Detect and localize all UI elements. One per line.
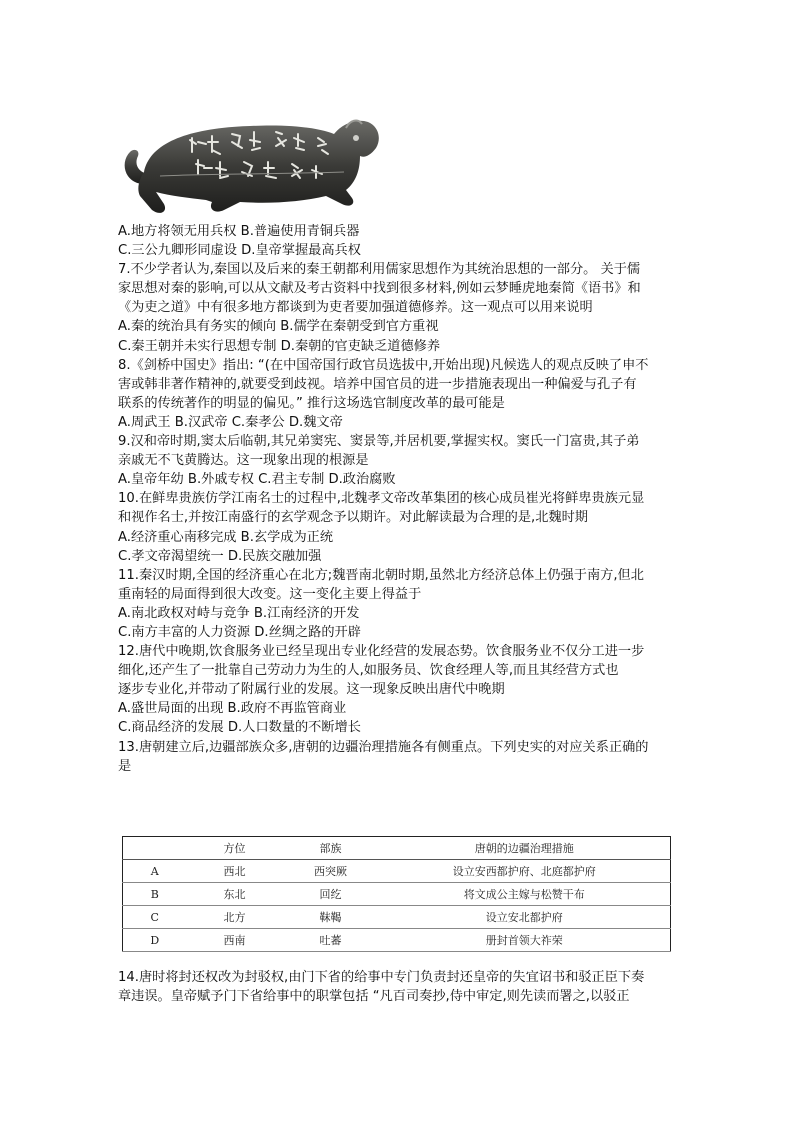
q12-options-line: A.盛世局面的出现 B.政府不再监管商业 <box>118 701 347 717</box>
q7-stem-line: 《为吏之道》中有很多地方都谈到为吏者要加强道德修养。这一观点可以用来说明 <box>118 300 593 316</box>
q9-stem-line: 亲戚无不飞黄腾达。这一现象出现的根源是 <box>118 453 369 469</box>
q8-stem-line: 联系的传统著作的明显的偏见。” 推行这场选官制度改革的最可能是 <box>118 395 505 411</box>
table-header-cell: 方位 <box>187 837 283 860</box>
table-cell: 吐蕃 <box>283 929 379 952</box>
bronze-tiger-tally-image <box>120 112 382 218</box>
q13-stem-line: 13.唐朝建立后,边疆部族众多,唐朝的边疆治理措施各有侧重点。下列史实的对应关系正确的 <box>118 739 649 755</box>
q7-options-line: A.秦的统治具有务实的倾向 B.儒学在秦朝受到官方重视 <box>118 319 439 335</box>
q10-stem-line: 10.在鲜卑贵族仿学江南名士的过程中,北魏孝文帝改革集团的核心成员崔光将鲜卑贵族元显 <box>118 491 645 507</box>
table-cell: 设立安西都护府、北庭都护府 <box>379 860 671 883</box>
table-header-cell: 部族 <box>283 837 379 860</box>
q8-options-line: A.周武王 B.汉武帝 C.秦孝公 D.魏文帝 <box>118 414 343 430</box>
table-header-row <box>123 837 671 860</box>
q13-stem-line: 是 <box>118 758 132 774</box>
q9-options-line: A.皇帝年幼 B.外戚专权 C.君主专制 D.政治腐败 <box>118 472 396 488</box>
q6-options-line: C.三公九卿形同虚设 D.皇帝掌握最高兵权 <box>118 243 361 259</box>
table-cell: 北方 <box>187 906 283 929</box>
q10-stem-line: 和视作名士,并按江南盛行的玄学观念予以期许。对此解读最为合理的是,北魏时期 <box>118 510 588 526</box>
q13-table-container <box>122 836 670 952</box>
q12-options-line: C.商品经济的发展 D.人口数量的不断增长 <box>118 720 361 736</box>
table-row <box>123 906 671 929</box>
q12-stem-line: 细化,还产生了一批靠自己劳动力为生的人,如服务员、饮食经理人等,而且其经营方式也 <box>118 663 619 679</box>
table-header-cell: 唐朝的边疆治理措施 <box>379 837 671 860</box>
q11-options-line: C.南方丰富的人力资源 D.丝绸之路的开辟 <box>118 624 361 640</box>
table-cell: 设立安北都护府 <box>379 906 671 929</box>
q8-stem-line: 害或韩非著作精神的,就要受到歧视。培养中国官员的进一步措施表现出一种偏爱与孔子有 <box>118 376 637 392</box>
q14-stem-line: 章违误。皇帝赋予门下省给事中的职掌包括 “凡百司奏抄,侍中审定,则先读而署之,以驳正 <box>118 989 630 1005</box>
table-cell: 东北 <box>187 883 283 906</box>
q9-stem-line: 9.汉和帝时期,窦太后临朝,其兄弟窦宪、窦景等,并居机要,掌握实权。窦氏一门富贵,其子弟 <box>118 434 640 450</box>
table-cell: 西南 <box>187 929 283 952</box>
q7-options-line: C.秦王朝并未实行思想专制 D.秦朝的官吏缺乏道德修养 <box>118 338 441 354</box>
q8-stem-line: 8.《剑桥中国史》指出: “(在中国帝国行政官员选拔中,开始出现)凡候选人的观点反映了申不 <box>118 357 649 373</box>
q7-stem-line: 7.不少学者认为,秦国以及后来的秦王朝都利用儒家思想作为其统治思想的一部分。 关于儒 <box>118 262 641 278</box>
table-row <box>123 883 671 906</box>
questions-6-to-13 <box>118 222 680 776</box>
table-cell: 西突厥 <box>283 860 379 883</box>
table-cell: 将文成公主嫁与松赞干布 <box>379 883 671 906</box>
q10-options-line: A.经济重心南移完成 B.玄学成为正统 <box>118 529 334 545</box>
table-cell: D <box>123 929 187 952</box>
table-cell: 靺鞨 <box>283 906 379 929</box>
q11-options-line: A.南北政权对峙与竞争 B.江南经济的开发 <box>118 605 360 621</box>
table-row <box>123 860 671 883</box>
table-cell: 西北 <box>187 860 283 883</box>
table-cell: C <box>123 906 187 929</box>
table-cell: 册封首领大祚荣 <box>379 929 671 952</box>
table-cell: B <box>123 883 187 906</box>
q11-stem-line: 重南轻的局面得到很大改变。这一变化主要上得益于 <box>118 586 422 602</box>
q13-options-table <box>122 836 671 952</box>
table-cell: 回纥 <box>283 883 379 906</box>
q10-options-line: C.孝文帝渴望统一 D.民族交融加强 <box>118 548 322 564</box>
q6-options-line: A.地方将领无用兵权 B.普遍使用青铜兵器 <box>118 224 360 239</box>
q11-stem-line: 11.秦汉时期,全国的经济重心在北方;魏晋南北朝时期,虽然北方经济总体上仍强于南方,但北 <box>118 567 644 583</box>
table-row <box>123 929 671 952</box>
q14-stem-line: 14.唐时将封还权改为封驳权,由门下省的给事中专门负责封还皇帝的失宜诏书和驳正臣下奏 <box>118 970 645 985</box>
q7-stem-line: 家思想对秦的影响,可以从文献及考古资料中找到很多材料,例如云梦睡虎地秦简《语书》和 <box>118 281 641 297</box>
table-cell: A <box>123 860 187 883</box>
table-header-cell <box>123 837 187 860</box>
question-14 <box>118 968 680 1006</box>
q12-stem-line: 12.唐代中晚期,饮食服务业已经呈现出专业化经营的发展态势。饮食服务业不仅分工进一步 <box>118 644 645 660</box>
q12-stem-line: 逐步专业化,并带动了附属行业的发展。这一现象反映出唐代中晚期 <box>118 682 505 698</box>
